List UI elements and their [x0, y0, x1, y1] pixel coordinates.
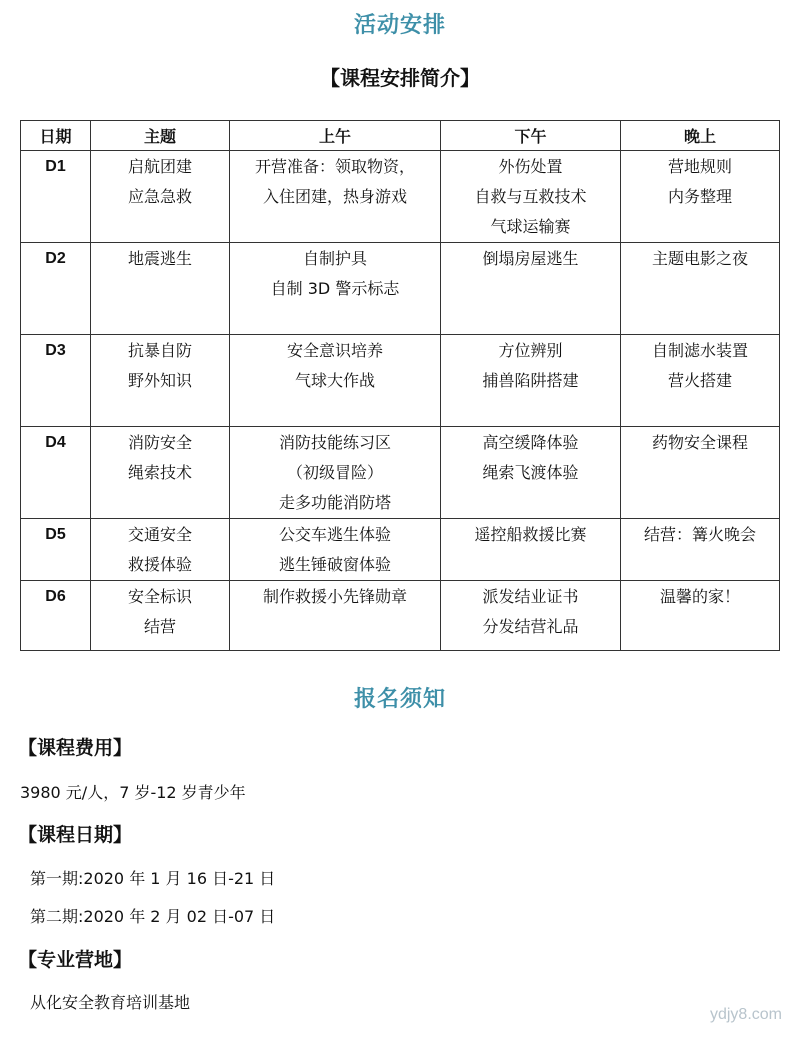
- table-header-row: [21, 121, 780, 151]
- cell-afternoon: [441, 581, 621, 651]
- cell-line: 安全意识培养: [286, 341, 383, 360]
- notice-title: 报名须知: [353, 687, 446, 712]
- table-row: [21, 335, 780, 427]
- cell-line: 自救与互救技术: [474, 187, 587, 206]
- cell-line: 温馨的家！: [659, 587, 740, 606]
- cell-day: D4: [21, 427, 91, 519]
- cell-evening: [621, 519, 780, 581]
- date-item-1: 第一期:2020 年 1 月 16 日-21 日: [30, 869, 276, 888]
- cell-day: D2: [21, 243, 91, 335]
- cell-line: 倒塌房屋逃生: [482, 249, 579, 268]
- cell-line: 安全标识: [127, 587, 192, 606]
- camp-heading: 【专业营地】: [18, 949, 133, 971]
- cell-afternoon: [441, 335, 621, 427]
- cell-line: （初级冒险）: [286, 463, 383, 482]
- cell-line: 救援体验: [127, 555, 192, 574]
- fee-text: 3980 元/人，7 岁-12 岁青少年: [20, 783, 246, 802]
- cell-line: 交通安全: [127, 525, 192, 544]
- cell-evening: [621, 427, 780, 519]
- cell-morning: [230, 581, 441, 651]
- cell-line: 地震逃生: [127, 249, 192, 268]
- cell-line: 营地规则: [667, 157, 732, 176]
- fee-heading: 【课程费用】: [18, 737, 133, 759]
- cell-day: D1: [21, 151, 91, 243]
- cell-line: 派发结业证书: [482, 587, 579, 606]
- cell-line: 分发结营礼品: [482, 617, 579, 636]
- course-schedule-subtitle: 【课程安排简介】: [320, 66, 480, 90]
- cell-morning: [230, 519, 441, 581]
- cell-line: 结营: [143, 617, 176, 636]
- cell-line: 应急急救: [127, 187, 192, 206]
- header-morning: 上午: [230, 121, 441, 151]
- cell-line: 入住团建，热身游戏: [262, 187, 407, 206]
- cell-line: 野外知识: [127, 371, 192, 390]
- cell-line: 气球运输赛: [490, 217, 571, 236]
- cell-day: D5: [21, 519, 91, 581]
- table-row: [21, 519, 780, 581]
- date-item-2: 第二期:2020 年 2 月 02 日-07 日: [30, 907, 276, 926]
- cell-line: 外伤处置: [498, 157, 563, 176]
- cell-evening: [621, 335, 780, 427]
- cell-line: 启航团建: [127, 157, 192, 176]
- cell-line: 营火搭建: [667, 371, 732, 390]
- cell-line: 消防技能练习区: [278, 433, 391, 452]
- cell-afternoon: [441, 519, 621, 581]
- cell-line: 自制护具: [302, 249, 367, 268]
- cell-theme: [91, 427, 230, 519]
- cell-line: 捕兽陷阱搭建: [482, 371, 579, 390]
- header-date: 日期: [21, 121, 91, 151]
- header-afternoon: 下午: [441, 121, 621, 151]
- cell-line: 高空缓降体验: [482, 433, 579, 452]
- dates-heading: 【课程日期】: [18, 824, 133, 846]
- table-row: [21, 243, 780, 335]
- cell-theme: [91, 335, 230, 427]
- cell-line: 药物安全课程: [651, 433, 748, 452]
- cell-line: 消防安全: [127, 433, 192, 452]
- header-theme: 主题: [91, 121, 230, 151]
- cell-line: 内务整理: [667, 187, 732, 206]
- cell-theme: [91, 151, 230, 243]
- cell-day: D6: [21, 581, 91, 651]
- cell-evening: [621, 581, 780, 651]
- table-row: [21, 151, 780, 243]
- cell-line: 绳索技术: [127, 463, 192, 482]
- cell-morning: [230, 335, 441, 427]
- cell-line: 结营：篝火晚会: [643, 525, 756, 544]
- cell-line: 公交车逃生体验: [278, 525, 391, 544]
- cell-line: 自制滤水装置: [651, 341, 748, 360]
- cell-day: D3: [21, 335, 91, 427]
- cell-theme: [91, 581, 230, 651]
- cell-morning: [230, 151, 441, 243]
- cell-line: 气球大作战: [294, 371, 375, 390]
- cell-theme: [91, 519, 230, 581]
- cell-afternoon: [441, 427, 621, 519]
- cell-morning: [230, 427, 441, 519]
- cell-line: 绳索飞渡体验: [482, 463, 579, 482]
- cell-afternoon: [441, 243, 621, 335]
- cell-line: 逃生锤破窗体验: [278, 555, 391, 574]
- cell-line: 方位辨别: [498, 341, 563, 360]
- cell-line: 遥控船救援比赛: [474, 525, 587, 544]
- cell-morning: [230, 243, 441, 335]
- table-row: [21, 581, 780, 651]
- cell-line: 自制 3D 警示标志: [270, 279, 400, 298]
- schedule-table: [20, 120, 780, 651]
- watermark-url: ydjy8.com: [709, 1006, 782, 1023]
- cell-line: 走多功能消防塔: [278, 493, 391, 512]
- cell-line: 主题电影之夜: [651, 249, 748, 268]
- camp-text: 从化安全教育培训基地: [30, 993, 191, 1012]
- table-row: [21, 427, 780, 519]
- cell-theme: [91, 243, 230, 335]
- page-title: 活动安排: [353, 13, 446, 38]
- cell-line: 抗暴自防: [127, 341, 192, 360]
- header-evening: 晚上: [621, 121, 780, 151]
- cell-afternoon: [441, 151, 621, 243]
- cell-line: 开营准备：领取物资，: [254, 157, 415, 176]
- cell-evening: [621, 243, 780, 335]
- cell-line: 制作救援小先锋勋章: [262, 587, 407, 606]
- cell-evening: [621, 151, 780, 243]
